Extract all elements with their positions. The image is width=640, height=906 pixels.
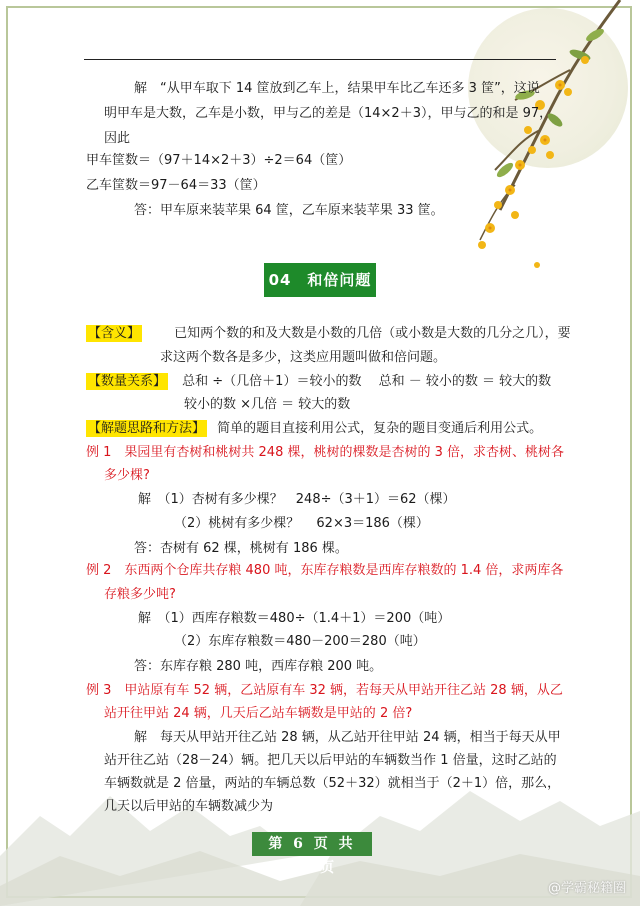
section-title: 04 和倍问题 (264, 263, 376, 297)
example-2-step-2: （2）东库存粮数＝480－200＝280（吨） (174, 634, 426, 649)
relation-formula-1: 总和 ÷（几倍＋1）＝较小的数 总和 － 较小的数 ＝ 较大的数 (182, 374, 552, 389)
example-1-question-1: 例 1 果园里有杏树和桃树共 248 棵，桃树的棵数是杏树的 3 倍，求杏树、桃树各 (86, 445, 565, 460)
example-1-step-1: 解 （1）杏树有多少棵？ 248÷（3＋1）＝62（棵） (138, 492, 456, 507)
example-1-answer: 答：杏树有 62 棵，桃树有 186 棵。 (134, 541, 348, 556)
watermark: @学霸秘籍圈 (547, 881, 626, 896)
example-3-solution-3: 车辆数就是 2 倍量，两站的车辆总数（52＋32）就相当于（2＋1）倍，那么， (104, 776, 561, 791)
example-3-solution-4: 几天以后甲站的车辆数减少为 (104, 799, 274, 814)
prev-solution-line-1: 解 “从甲车取下 14 筐放到乙车上，结果甲车比乙车还多 3 筐”，这说 (134, 81, 540, 96)
example-2-step-1: 解 （1）西库存粮数＝480÷（1.4＋1）＝200（吨） (138, 611, 451, 626)
method-row (86, 420, 542, 438)
page-number: 第 6 页 共 43 页 (252, 832, 372, 856)
header-rule (84, 59, 556, 60)
meaning-text-1: 已知两个数的和及大数是小数的几倍（或小数是大数的几分之几），要 (174, 326, 571, 341)
example-2-question-1: 例 2 东西两个仓库共存粮 480 吨，东库存粮数是西库存粮数的 1.4 倍，求两库各 (86, 563, 564, 578)
prev-solution-line-3: 因此 (104, 131, 131, 146)
meaning-text-2: 求这两个数各是多少，这类应用题叫做和倍问题。 (160, 350, 447, 365)
example-3-question-2: 站开往甲站 24 辆，几天后乙站车辆数是甲站的 2 倍? (104, 706, 413, 721)
example-3-question-1: 例 3 甲站原有车 52 辆，乙站原有车 32 辆，若每天从甲站开往乙站 28 辆，从乙 (86, 683, 563, 698)
example-3-solution-2: 站开往乙站（28－24）辆。把几天以后甲站的车辆数当作 1 倍量，这时乙站的 (104, 753, 557, 768)
example-1-step-2: （2）桃树有多少棵？ 62×3＝186（棵） (174, 516, 429, 531)
example-2-answer: 答：东库存粮 280 吨，西库存粮 200 吨。 (134, 659, 383, 674)
meaning-row (86, 325, 571, 343)
prev-calc-yi: 乙车筐数＝97－64＝33（筐） (86, 178, 266, 193)
prev-calc-jia: 甲车筐数＝（97＋14×2＋3）÷2＝64（筐） (86, 153, 352, 168)
method-tag: 【解题思路和方法】 (88, 421, 206, 436)
meaning-tag: 【含义】 (88, 326, 141, 341)
relation-formula-2: 较小的数 ×几倍 ＝ 较大的数 (184, 397, 351, 412)
example-2-question-2: 存粮多少吨? (104, 587, 176, 602)
example-3-solution-1: 解 每天从甲站开往乙站 28 辆，从乙站开往甲站 24 辆，相当于每天从甲 (134, 730, 561, 745)
prev-answer: 答：甲车原来装苹果 64 筐，乙车原来装苹果 33 筐。 (134, 203, 444, 218)
example-1-question-2: 多少棵? (104, 468, 150, 483)
relation-tag: 【数量关系】 (88, 374, 167, 389)
relation-row (86, 373, 551, 391)
method-text: 简单的题目直接利用公式，复杂的题目变通后利用公式。 (217, 421, 543, 436)
plum-branch-decoration (420, 0, 630, 280)
prev-solution-line-2: 明甲车是大数，乙车是小数，甲与乙的差是（14×2＋3），甲与乙的和是 97， (104, 106, 553, 121)
